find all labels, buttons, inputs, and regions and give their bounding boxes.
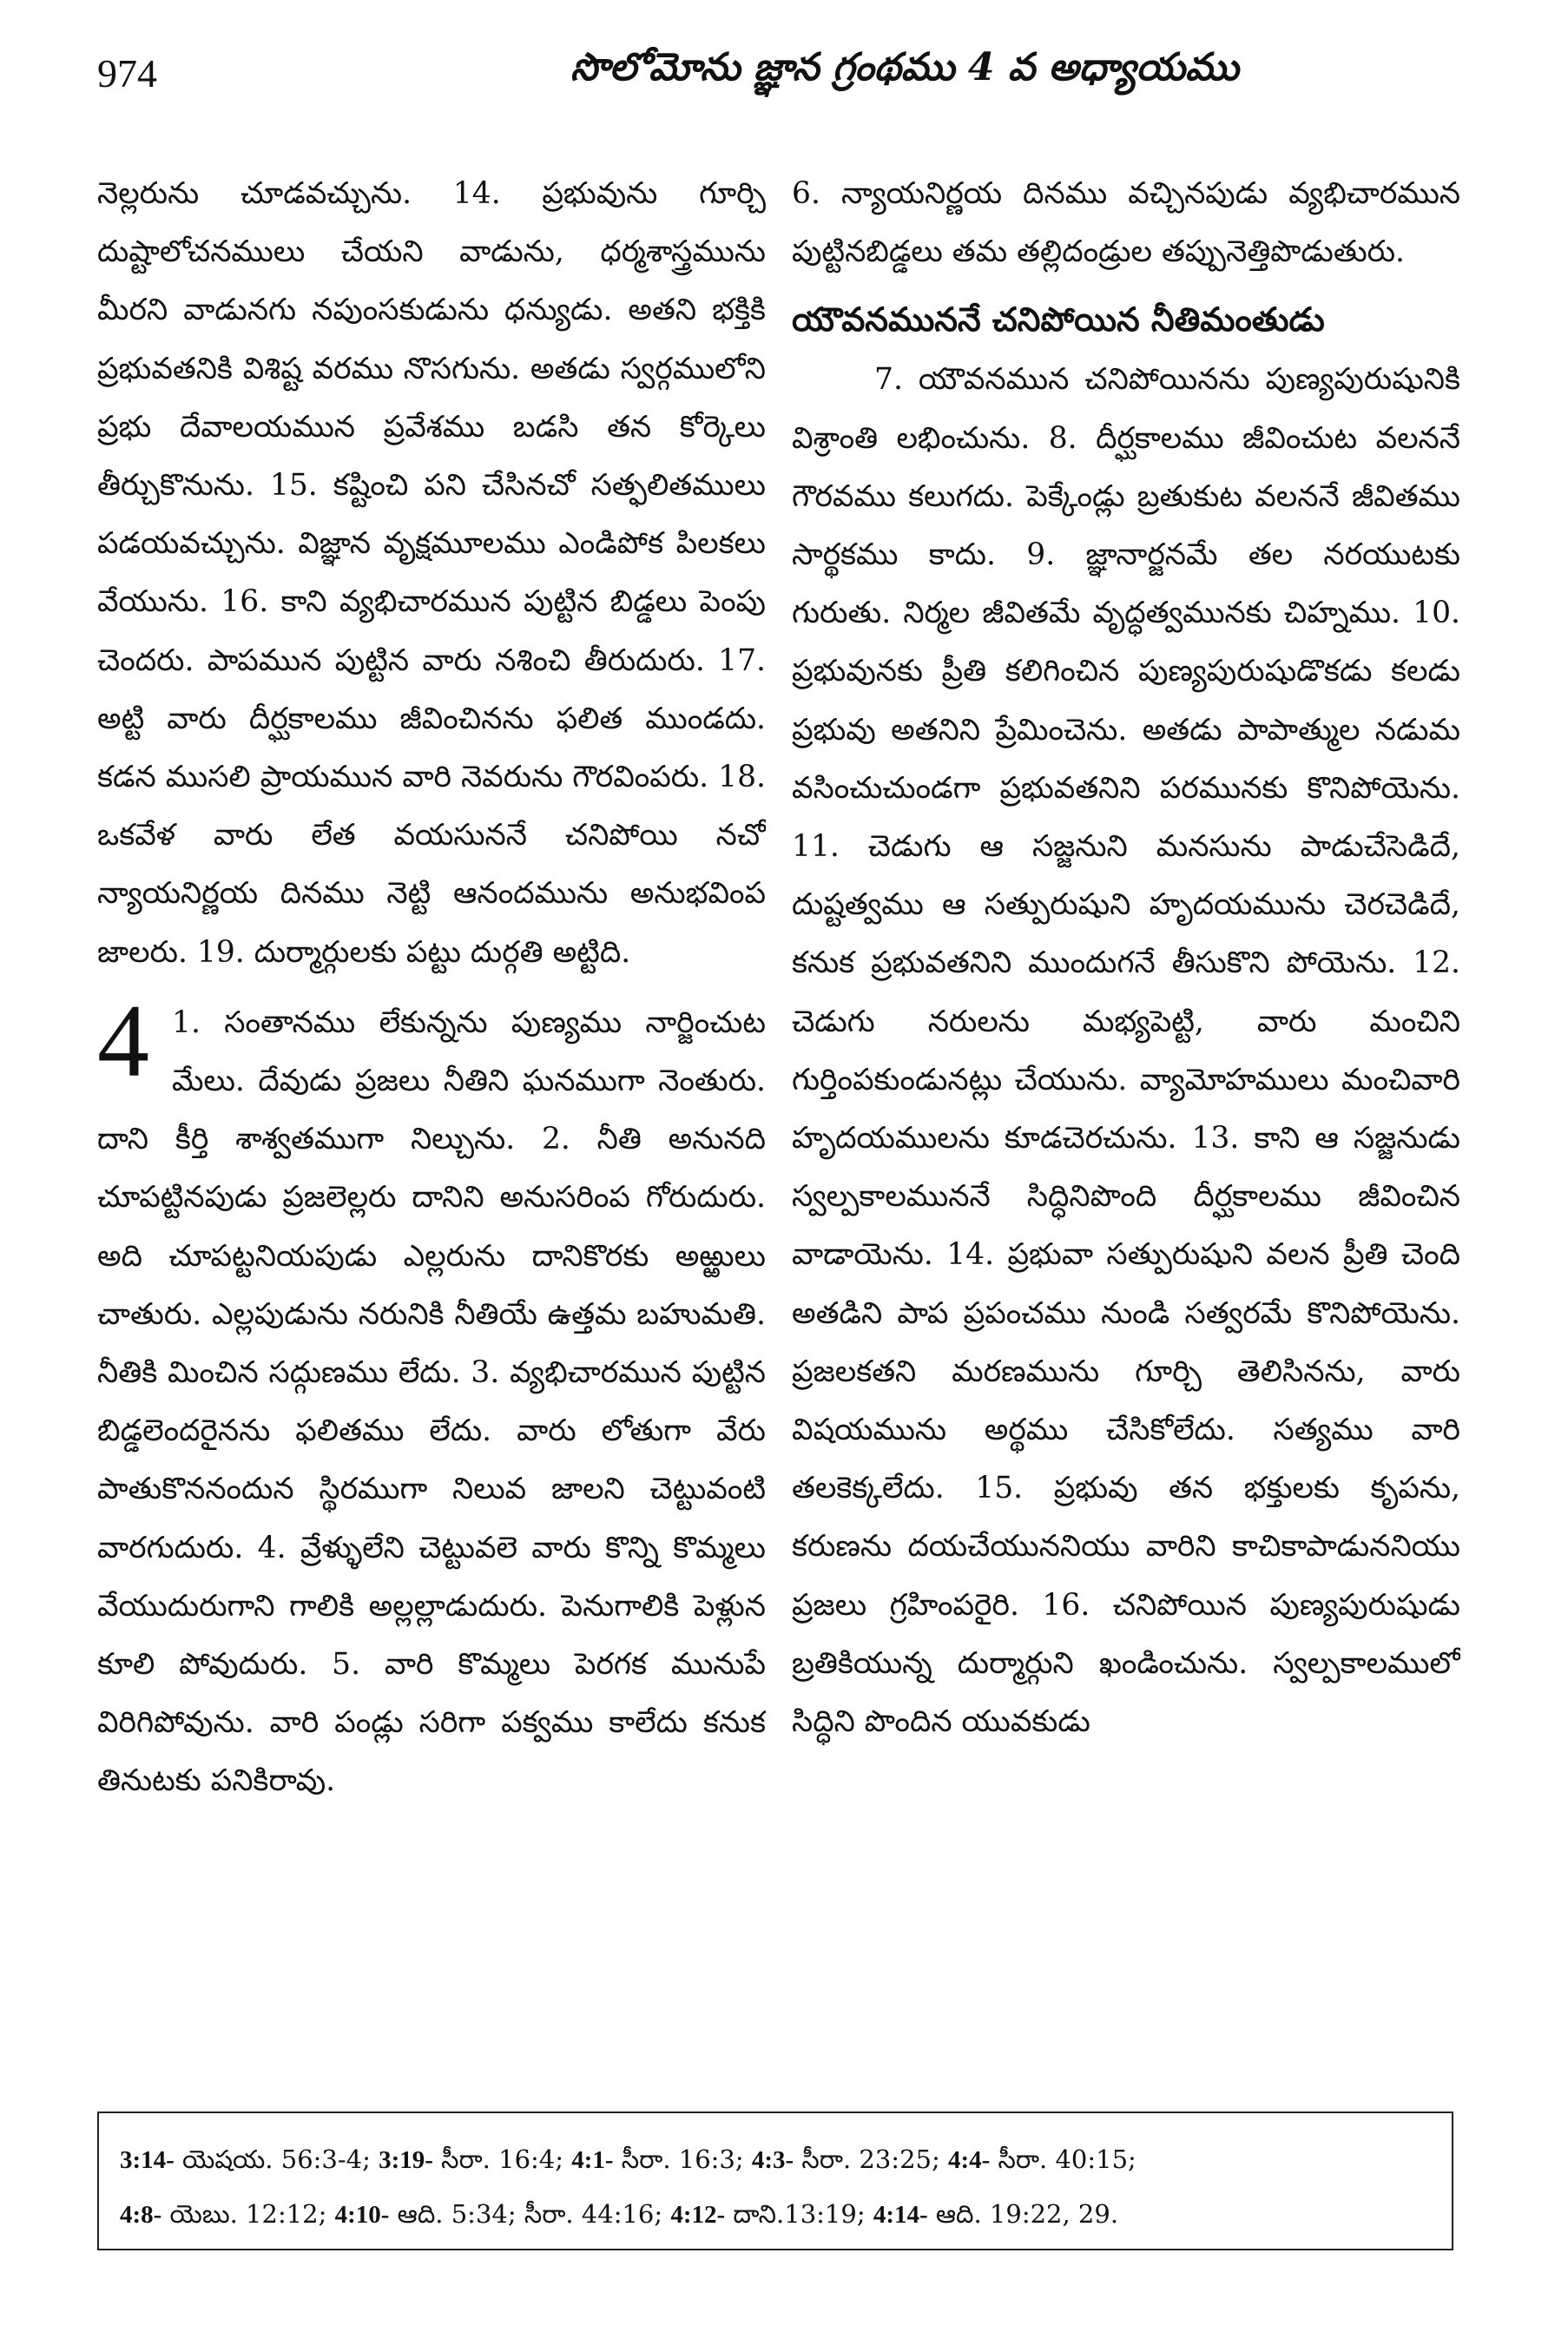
footnote-line-1	[120, 2132, 1431, 2187]
footnote-text: సీరా. 40:15;	[990, 2144, 1136, 2174]
footnote-text: సీరా. 16:3;	[613, 2144, 752, 2174]
footnote-ref: 4:14-	[873, 2201, 928, 2229]
footnote-ref: 4:8-	[120, 2201, 162, 2229]
paragraph-right-1: 6. న్యాయనిర్ణయ దినము వచ్చినపుడు వ్యభిచారమున పుట్టినబిడ్డలు తమ తల్లిదండ్రుల తప్పునెత్తిపొడుతురు.	[792, 176, 1460, 270]
footnote-text: యెషయ. 56:3-4;	[174, 2144, 379, 2174]
footnote-text: యెబు. 12:12;	[161, 2199, 335, 2229]
paragraph-right-2: 7. యౌవనమున చనిపోయినను పుణ్యపురుషునికి విశ్రాంతి లభించును. 8. దీర్ఘకాలము జీవించుట వలననే గౌరవము కలుగదు. పెక్కేండ్లు బ్రతుకుట వలననే జీవితము సార్థకము కాదు. 9. జ్ఞానార్జనమే తల నరయుటకు గురుతు. నిర్మల జీవితమే వృద్ధత్వమునకు చిహ్నము. 10. ప్రభువునకు ప్రీతి కలిగించిన పుణ్యపురుషుడొకడు కలడు ప్రభువు అతనిని ప్రేమించెను. అతడు పాపాత్ముల నడుమ వసించుచుండగా ప్రభువతనిని పరమునకు కొనిపోయెను. 11. చెడుగు ఆ సజ్జనుని మనసును పాడుచేసెడిదే, దుష్టత్వము ఆ సత్పురుషుని హృదయమును చెరచెడిదే, కనుక ప్రభువతనిని ముందుగనే తీసుకొని పోయెను. 12. చెడుగు నరులను మభ్యపెట్టి, వారు మంచిని గుర్తింపకుండునట్లు చేయును. వ్యామోహములు మంచివారి హృదయములను కూడచెరచును. 13. కాని ఆ సజ్జనుడు స్వల్పకాలముననే సిద్ధినిపొంది దీర్ఘకాలము జీవించిన వాడాయెను. 14. ప్రభువా సత్పురుషుని వలన ప్రీతి చెంది అతడిని పాప ప్రపంచము నుండి సత్వరమే కొనిపోయెను. ప్రజలకతని మరణమును గూర్చి తెలిసినను, వారు విషయమును అర్థము చేసికోలేదు. సత్యము వారి తలకెక్కలేదు. 15. ప్రభువు తన భక్తులకు కృపను, కరుణను దయచేయుననియు వారిని కాచికాపాడుననియు ప్రజలు గ్రహింపరైరి. 16. చనిపోయిన పుణ్యపురుషుడు బ్రతికియున్న దుర్మార్గుని ఖండించును. స్వల్పకాలములో సిద్ధిని పొందిన యువకుడు	[792, 362, 1460, 1740]
footnote-ref: 4:3-	[751, 2146, 794, 2174]
cross-reference-box	[97, 2112, 1453, 2250]
page-header	[97, 45, 1452, 115]
footnote-line-2	[120, 2187, 1431, 2242]
footnote-ref: 4:12-	[670, 2201, 726, 2229]
footnote-ref: 3:19-	[379, 2146, 433, 2174]
footnote-ref: 3:14-	[120, 2146, 175, 2174]
paragraph-left-2: 1. సంతానము లేకున్నను పుణ్యము నార్జించుట మేలు. దేవుడు ప్రజలు నీతిని ఘనముగా నెంతురు. దాని కీర్తి శాశ్వతముగా నిల్చును. 2. నీతి అనునది చూపట్టినపుడు ప్రజలెల్లరు దానిని అనుసరింప గోరుదురు. అది చూపట్టనియపుడు ఎల్లరును దానికొరకు అఱ్ఱులు చాతురు. ఎల్లపుడును నరునికి నీతియే ఉత్తమ బహుమతి. నీతికి మించిన సద్గుణము లేదు. 3. వ్యభిచారమున పుట్టిన బిడ్డలెందరైనను ఫలితము లేదు. వారు లోతుగా వేరు పాతుకొననందున స్థిరముగా నిలువ జాలని చెట్టువంటి వారగుదురు. 4. వ్రేళ్ళులేని చెట్టువలె వారు కొన్ని కొమ్మలు వేయుదురుగాని గాలికి అల్లల్లాడుదురు. పెనుగాలికి పెళ్లున కూలి పోవుదురు. 5. వారి కొమ్మలు పెరగక మునుపే విరిగిపోవును. వారి పండ్లు సరిగా పక్వము కాలేదు కనుక తినుటకు పనికిరావు.	[97, 1005, 766, 1799]
chapter-number: 4	[97, 982, 149, 1098]
footnote-text: ఆది. 5:34; సీరా. 44:16;	[389, 2199, 671, 2229]
paragraph-left-1: నెల్లరును చూడవచ్చును. 14. ప్రభువును గూర్చి దుష్టాలోచనములు చేయని వాడును, ధర్మశాస్త్రమును మీరని వాడునగు నపుంసకుడును ధన్యుడు. అతని భక్తికి ప్రభువతనికి విశిష్ట వరము నొసగును. అతడు స్వర్గములోని ప్రభు దేవాలయమున ప్రవేశము బడసి తన కోర్కెలు తీర్చుకొనును. 15. కష్టించి పని చేసినచో సత్ఫలితములు పడయవచ్చును. విజ్ఞాన వృక్షమూలము ఎండిపోక పిలకలు వేయును. 16. కాని వ్యభిచారమున పుట్టిన బిడ్డలు పెంపు చెందరు. పాపమున పుట్టిన వారు నశించి తీరుదురు. 17. అట్టి వారు దీర్ఘకాలము జీవించినను ఫలిత ముండదు. కడన ముసలి ప్రాయమున వారి నెవరును గౌరవింపరు. 18. ఒకవేళ వారు లేత వయసుననే చనిపోయి నచో న్యాయనిర్ణయ దినము నెట్టి ఆనందమును అనుభవింప జాలరు. 19. దుర్మార్గులకు పట్టు దుర్గతి అట్టిది.	[97, 176, 766, 970]
footnote-text: సీరా. 23:25;	[794, 2144, 948, 2174]
section-heading: యౌవనముననే చనిపోయిన నీతిమంతుడు	[792, 300, 1325, 339]
right-column	[792, 165, 1460, 2084]
running-title: సొలోమోను జ్ఞాన గ్రంథము 4 వ అధ్యాయము	[570, 45, 1239, 89]
footnote-text: దాని.13:19;	[725, 2199, 873, 2229]
left-column	[97, 165, 766, 2084]
footnote-ref: 4:1-	[571, 2146, 614, 2174]
chapter-4-block	[97, 982, 766, 1811]
footnote-text: ఆది. 19:22, 29.	[927, 2199, 1119, 2229]
page-number: 974	[97, 51, 157, 96]
footnote-text: సీరా. 16:4;	[432, 2144, 572, 2174]
footnote-ref: 4:4-	[947, 2146, 991, 2174]
footnote-ref: 4:10-	[334, 2201, 390, 2229]
